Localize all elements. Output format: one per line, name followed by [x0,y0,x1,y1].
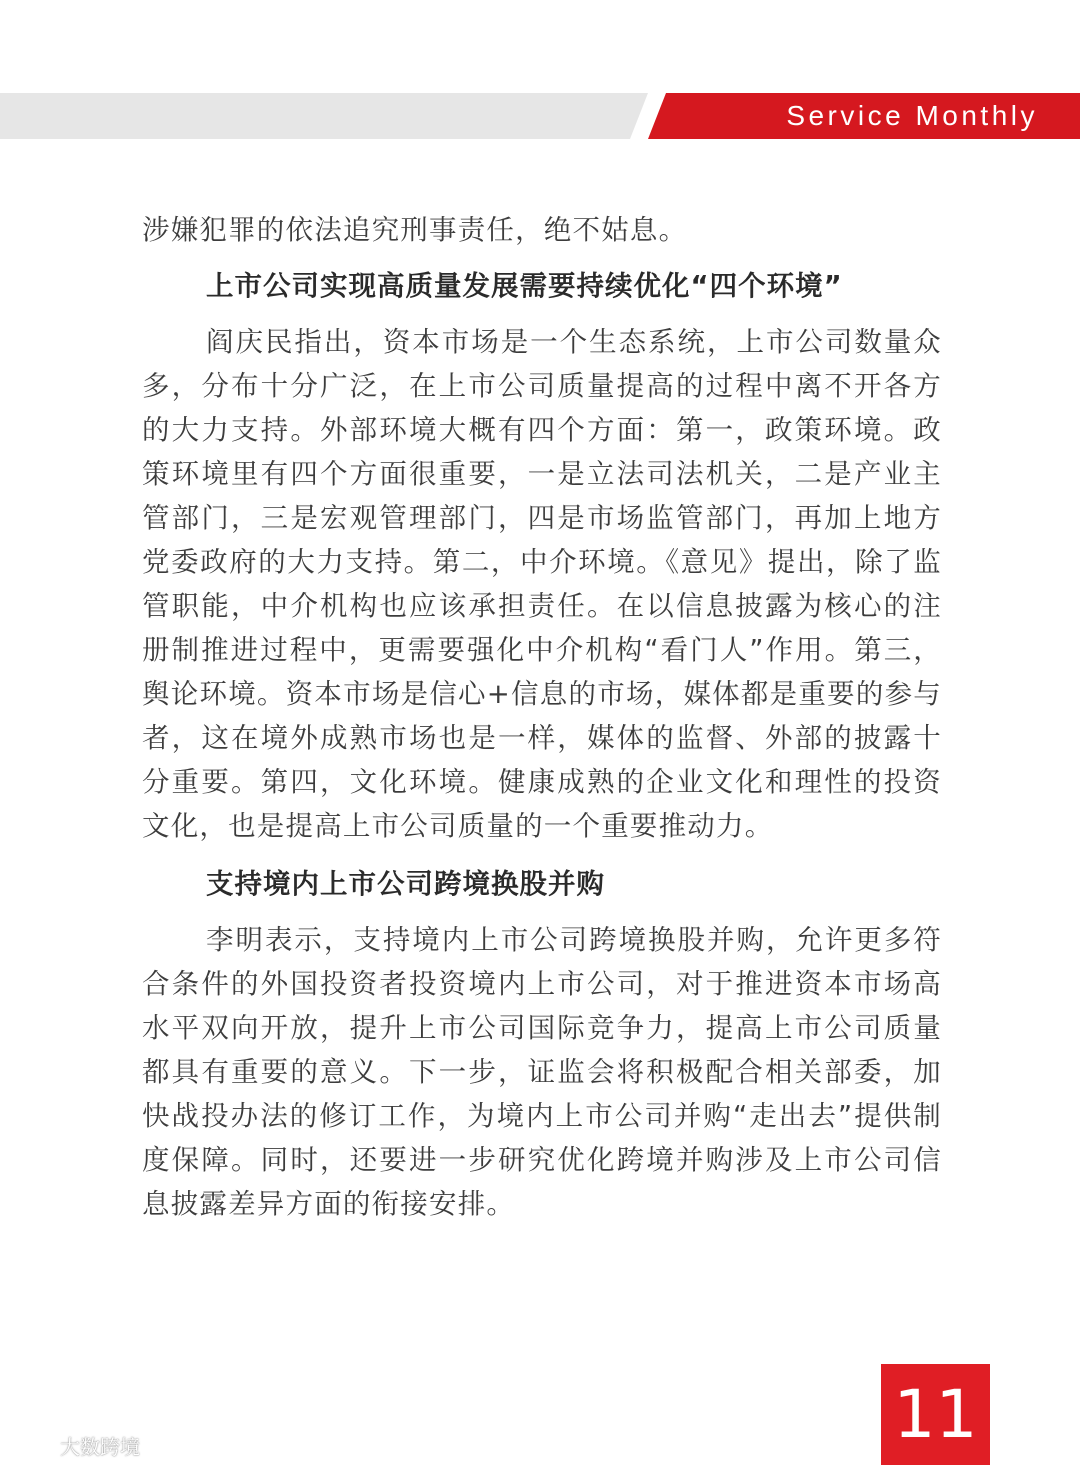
section-heading-2: 支持境内上市公司跨境换股并购 [206,868,605,900]
watermark [10,1430,140,1460]
article-body [142,208,942,1226]
page-number-box [881,1364,990,1465]
header-title: Service Monthly [786,100,1038,131]
watermark-text: 大数跨境 [60,1434,140,1459]
paragraph-1: 阎庆民指出，资本市场是一个生态系统，上市公司数量众多，分布十分广泛，在上市公司质量提高的过程中离不开各方的大力支持。外部环境大概有四个方面：第一，政策环境。政策环境里有四个方面很重要，一是立法司法机关，二是产业主管部门，三是宏观管理部门，四是市场监管部门，再加上地方党委政府的大力支持。第二，中介环境。《意见》提出，除了监管职能，中介机构也应该承担责任。在以信息披露为核心的注册制推进过程中，更需要强化中介机构“看门人”作用。第三，舆论环境。资本市场是信心+信息的市场，媒体都是重要的参与者，这在境外成熟市场也是一样，媒体的监督、外部的披露十分重要。第四，文化环境。健康成熟的企业文化和理性的投资文化，也是提高上市公司质量的一个重要推动力。 [142,326,942,842]
page-number: 11 [893,1376,978,1453]
paragraph-intro: 涉嫌犯罪的依法追究刑事责任，绝不姑息。 [142,214,688,246]
header-grey-bar [0,93,648,139]
section-heading-1: 上市公司实现高质量发展需要持续优化“四个环境” [206,270,843,302]
paragraph-2: 李明表示，支持境内上市公司跨境换股并购，允许更多符合条件的外国投资者投资境内上市公司，对于推进资本市场高水平双向开放，提升上市公司国际竞争力，提高上市公司质量都具有重要的意义。下一步，证监会将积极配合相关部委，加快战投办法的修订工作，为境内上市公司并购“走出去”提供制度保障。同时，还要进一步研究优化跨境并购涉及上市公司信息披露差异方面的衔接安排。 [142,924,942,1220]
watermark-logo-icon [10,1433,54,1457]
